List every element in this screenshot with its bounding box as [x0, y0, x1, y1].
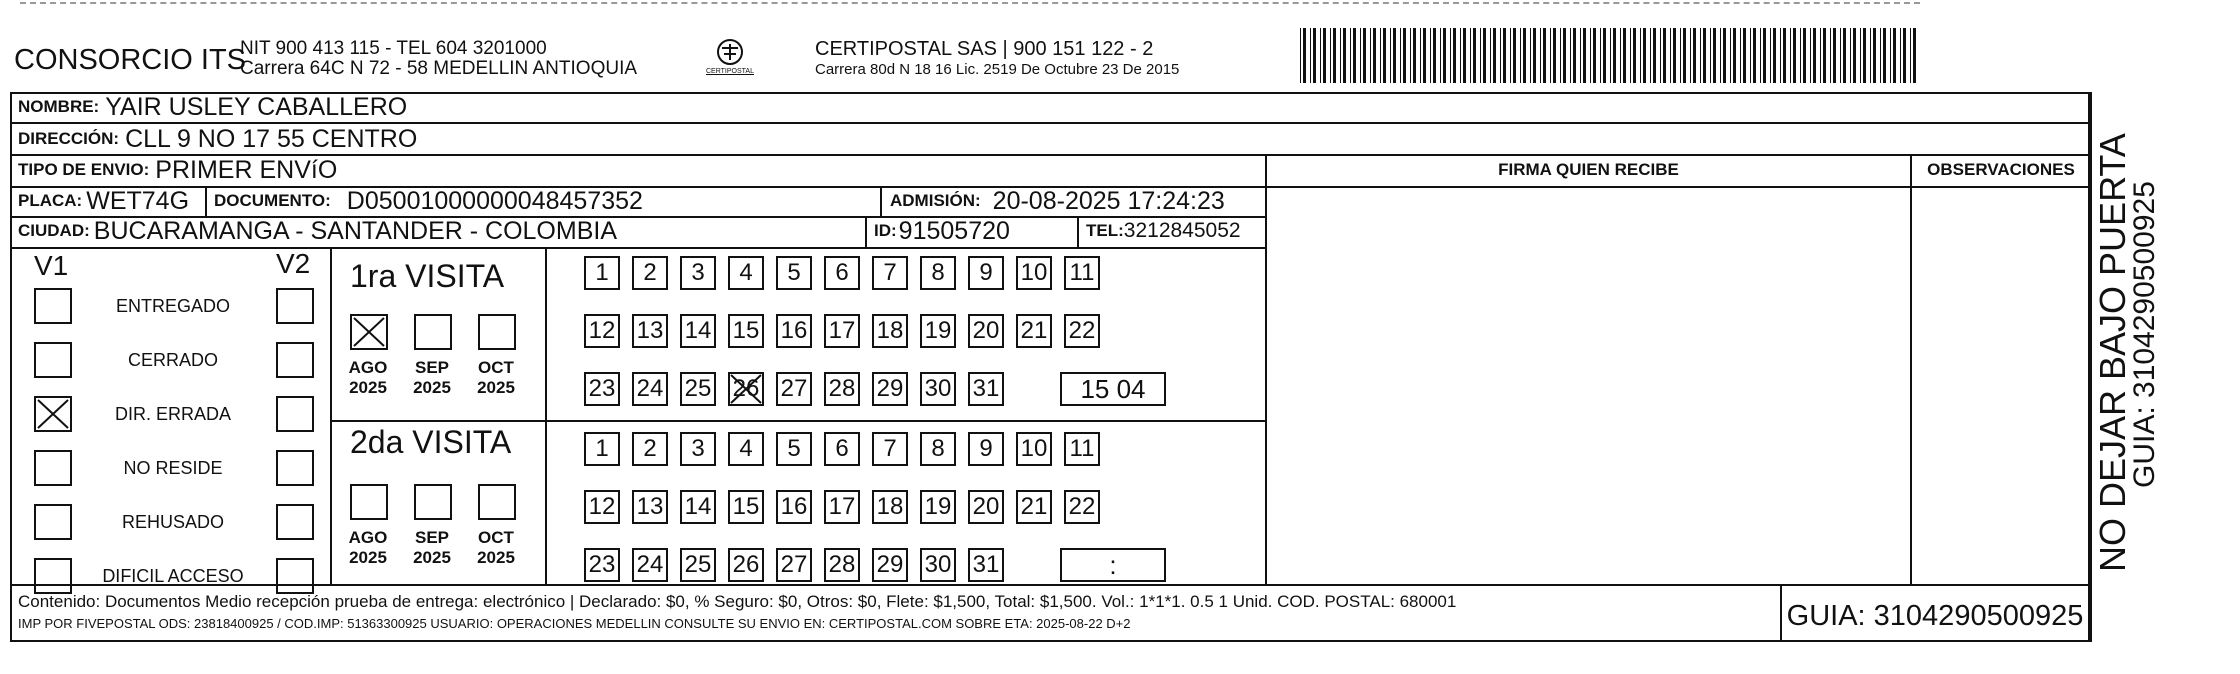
barcode-bar — [1380, 28, 1381, 83]
barcode-bar — [1870, 28, 1871, 83]
admision-cell — [884, 186, 1264, 216]
month-name: OCT — [478, 358, 514, 377]
barcode-bar — [1590, 28, 1591, 83]
firma-header: FIRMA QUIEN RECIBE — [1498, 160, 1679, 179]
barcode-bar — [1340, 28, 1341, 83]
tipo-row — [12, 155, 337, 185]
v2-checkbox[interactable] — [276, 288, 314, 324]
day-box-19[interactable]: 19 — [920, 490, 956, 524]
barcode-bar — [1863, 28, 1866, 83]
barcode-bar — [1510, 28, 1511, 83]
barcode-bar — [1360, 28, 1361, 83]
v2-checkbox[interactable] — [276, 504, 314, 540]
time-box[interactable]: 15 04 — [1060, 372, 1166, 406]
documento-cell — [208, 186, 868, 216]
barcode-bar — [1303, 28, 1306, 83]
barcode-bar — [1393, 28, 1396, 83]
barcode-bar — [1723, 28, 1726, 83]
admision-label: ADMISIÓN: — [890, 191, 981, 210]
day-box-3[interactable]: 3 — [680, 432, 716, 466]
month-year: 2025 — [349, 378, 387, 397]
day-box-1[interactable]: 1 — [584, 432, 620, 466]
barcode-bar — [1810, 28, 1811, 83]
direccion-row — [12, 124, 417, 154]
barcode-bar — [1773, 28, 1776, 83]
barcode-bar — [1413, 28, 1416, 83]
barcode-bar — [1860, 28, 1861, 83]
barcode-bar — [1500, 28, 1501, 83]
day-box-15[interactable]: 15 — [728, 490, 764, 524]
barcode-bar — [1753, 28, 1756, 83]
ciudad-label: CIUDAD: — [18, 221, 90, 240]
barcode-bar — [1710, 28, 1711, 83]
company-address: Carrera 64C N 72 - 58 MEDELLIN ANTIOQUIA — [240, 58, 638, 79]
barcode-bar — [1633, 28, 1636, 83]
company-name: CONSORCIO ITS — [14, 44, 247, 76]
barcode-bar — [1790, 28, 1791, 83]
day-box-11[interactable]: 11 — [1064, 256, 1100, 290]
barcode-bar — [1893, 28, 1896, 83]
id-value: 91505720 — [898, 216, 1010, 245]
footer-content-line: Contenido: Documentos Medio recepción prueba de entrega: electrónico | Declarado: $0, % Seguro: $0, Otros: $0, Flete: $1,500, Total: $1,500. Vol.: 1*1*1. 0.5 1 Unid. COD. POSTAL: 680001 — [18, 592, 1457, 611]
barcode-bar — [1713, 28, 1716, 83]
top-cut-line — [20, 2, 1920, 4]
barcode-bar — [1623, 28, 1626, 83]
barcode-bar — [1813, 28, 1816, 83]
barcode-bar — [1700, 28, 1701, 83]
day-box-31[interactable]: 31 — [968, 548, 1004, 582]
v1-checkbox[interactable] — [34, 342, 72, 378]
barcode-bar — [1873, 28, 1876, 83]
day-box-16[interactable]: 16 — [776, 314, 812, 348]
day-box-27[interactable]: 27 — [776, 372, 812, 406]
month-checkbox[interactable] — [350, 484, 388, 520]
month-checkbox[interactable] — [478, 314, 516, 350]
tipo-value: PRIMER ENVíO — [155, 155, 338, 184]
barcode-bar — [1403, 28, 1406, 83]
documento-label: DOCUMENTO: — [214, 191, 331, 210]
v1-checkbox[interactable] — [34, 396, 72, 432]
barcode — [1300, 28, 1930, 83]
v1-checkbox[interactable] — [34, 504, 72, 540]
day-box-1[interactable]: 1 — [584, 256, 620, 290]
barcode-bar — [1880, 28, 1881, 83]
day-box-4[interactable]: 4 — [728, 256, 764, 290]
day-box-24[interactable]: 24 — [632, 548, 668, 582]
barcode-bar — [1800, 28, 1801, 83]
day-box-7[interactable]: 7 — [872, 256, 908, 290]
day-box-9[interactable]: 9 — [968, 256, 1004, 290]
status-label: ENTREGADO — [115, 296, 230, 316]
v1-header: V1 — [34, 250, 69, 281]
tel-label: TEL: — [1086, 221, 1124, 240]
day-box-29[interactable]: 29 — [872, 372, 908, 406]
ciudad-cell — [12, 216, 862, 246]
placa-value: WET74G — [86, 186, 190, 215]
barcode-bar — [1620, 28, 1621, 83]
barcode-bar — [1600, 28, 1601, 83]
day-box-14[interactable]: 14 — [680, 314, 716, 348]
barcode-bar — [1573, 28, 1576, 83]
barcode-bar — [1513, 28, 1516, 83]
day-box-28[interactable]: 28 — [824, 372, 860, 406]
day-box-31[interactable]: 31 — [968, 372, 1004, 406]
barcode-bar — [1550, 28, 1551, 83]
month-checkbox[interactable] — [414, 484, 452, 520]
day-box-11[interactable]: 11 — [1064, 432, 1100, 466]
barcode-bar — [1653, 28, 1656, 83]
barcode-bar — [1433, 28, 1436, 83]
day-box-13[interactable]: 13 — [632, 490, 668, 524]
barcode-bar — [1593, 28, 1596, 83]
day-box-26[interactable]: 26 — [728, 548, 764, 582]
day-box-7[interactable]: 7 — [872, 432, 908, 466]
day-box-2[interactable]: 2 — [632, 256, 668, 290]
barcode-bar — [1390, 28, 1391, 83]
barcode-bar — [1453, 28, 1456, 83]
day-box-18[interactable]: 18 — [872, 490, 908, 524]
v1-checkbox[interactable] — [34, 288, 72, 324]
day-box-12[interactable]: 12 — [584, 314, 620, 348]
month-name: OCT — [478, 528, 514, 547]
barcode-bar — [1353, 28, 1356, 83]
day-box-28[interactable]: 28 — [824, 548, 860, 582]
barcode-bar — [1900, 28, 1901, 83]
barcode-bar — [1420, 28, 1421, 83]
day-box-22[interactable]: 22 — [1064, 490, 1100, 524]
barcode-bar — [1320, 28, 1321, 83]
admision-value: 20-08-2025 17:24:23 — [992, 186, 1225, 215]
day-box-17[interactable]: 17 — [824, 490, 860, 524]
certipostal-line: CERTIPOSTAL SAS | 900 151 122 - 2 — [815, 38, 1154, 60]
barcode-bar — [1430, 28, 1431, 83]
barcode-bar — [1770, 28, 1771, 83]
barcode-bar — [1630, 28, 1631, 83]
status-label: NO RESIDE — [123, 458, 223, 478]
barcode-bar — [1833, 28, 1836, 83]
barcode-bar — [1740, 28, 1741, 83]
barcode-bar — [1670, 28, 1671, 83]
barcode-bar — [1903, 28, 1906, 83]
month-name: SEP — [414, 528, 450, 547]
barcode-bar — [1443, 28, 1446, 83]
id-cell — [868, 216, 1068, 246]
month-label — [466, 358, 526, 398]
day-box-9[interactable]: 9 — [968, 432, 1004, 466]
barcode-bar — [1610, 28, 1611, 83]
barcode-bar — [1843, 28, 1846, 83]
barcode-bar — [1730, 28, 1731, 83]
v2-header: V2 — [276, 248, 311, 279]
time-box[interactable]: : — [1060, 548, 1166, 582]
barcode-bar — [1883, 28, 1886, 83]
day-box-18[interactable]: 18 — [872, 314, 908, 348]
visit2-title: 2da VISITA — [350, 424, 512, 460]
barcode-bar — [1820, 28, 1821, 83]
day-box-21[interactable]: 21 — [1016, 314, 1052, 348]
barcode-bar — [1650, 28, 1651, 83]
month-checkbox[interactable] — [414, 314, 452, 350]
footer-guia: GUIA: 3104290500925 — [1786, 600, 2084, 632]
barcode-bar — [1823, 28, 1826, 83]
day-box-8[interactable]: 8 — [920, 432, 956, 466]
day-box-10[interactable]: 10 — [1016, 432, 1052, 466]
barcode-bar — [1783, 28, 1786, 83]
barcode-bar — [1850, 28, 1851, 83]
barcode-bar — [1310, 28, 1311, 83]
status-label: DIFICIL ACCESO — [102, 566, 244, 586]
barcode-bar — [1520, 28, 1521, 83]
barcode-bar — [1763, 28, 1766, 83]
month-year: 2025 — [477, 548, 515, 567]
day-box-25[interactable]: 25 — [680, 548, 716, 582]
day-box-20[interactable]: 20 — [968, 490, 1004, 524]
barcode-bar — [1490, 28, 1491, 83]
barcode-bar — [1460, 28, 1461, 83]
day-box-5[interactable]: 5 — [776, 256, 812, 290]
certipostal-address: Carrera 80d N 18 16 Lic. 2519 De Octubre 23 De 2015 — [815, 61, 1180, 78]
month-year: 2025 — [477, 378, 515, 397]
day-box-30[interactable]: 30 — [920, 548, 956, 582]
day-box-5[interactable]: 5 — [776, 432, 812, 466]
barcode-bar — [1913, 28, 1916, 83]
tel-value: 3212845052 — [1123, 219, 1241, 242]
barcode-bar — [1890, 28, 1891, 83]
v2-checkbox[interactable] — [276, 396, 314, 432]
barcode-bar — [1473, 28, 1476, 83]
nombre-label: NOMBRE: — [18, 97, 100, 116]
day-box-6[interactable]: 6 — [824, 256, 860, 290]
day-box-15[interactable]: 15 — [728, 314, 764, 348]
barcode-bar — [1410, 28, 1411, 83]
barcode-bar — [1493, 28, 1496, 83]
barcode-bar — [1333, 28, 1336, 83]
month-label — [402, 528, 462, 568]
barcode-bar — [1660, 28, 1661, 83]
day-box-16[interactable]: 16 — [776, 490, 812, 524]
day-box-3[interactable]: 3 — [680, 256, 716, 290]
nombre-row — [12, 92, 407, 122]
company-nit: NIT 900 413 115 - TEL 604 3201000 — [240, 38, 547, 59]
barcode-bar — [1803, 28, 1806, 83]
barcode-bar — [1300, 28, 1301, 83]
barcode-bar — [1680, 28, 1681, 83]
placa-label: PLACA: — [18, 191, 83, 210]
day-box-12[interactable]: 12 — [584, 490, 620, 524]
barcode-bar — [1330, 28, 1331, 83]
barcode-bar — [1480, 28, 1481, 83]
status-label: DIR. ERRADA — [114, 404, 231, 424]
direccion-value: CLL 9 NO 17 55 CENTRO — [125, 124, 418, 153]
barcode-bar — [1540, 28, 1541, 83]
day-box-25[interactable]: 25 — [680, 372, 716, 406]
day-box-24[interactable]: 24 — [632, 372, 668, 406]
day-box-10[interactable]: 10 — [1016, 256, 1052, 290]
day-box-17[interactable]: 17 — [824, 314, 860, 348]
day-box-30[interactable]: 30 — [920, 372, 956, 406]
barcode-bar — [1370, 28, 1371, 83]
barcode-bar — [1643, 28, 1646, 83]
barcode-bar — [1553, 28, 1556, 83]
barcode-bar — [1780, 28, 1781, 83]
status-label: CERRADO — [127, 350, 218, 370]
barcode-bar — [1400, 28, 1401, 83]
barcode-bar — [1733, 28, 1736, 83]
day-box-29[interactable]: 29 — [872, 548, 908, 582]
placa-cell — [12, 186, 212, 216]
month-checkbox[interactable] — [478, 484, 516, 520]
barcode-bar — [1560, 28, 1561, 83]
observaciones-header: OBSERVACIONES — [1927, 160, 2075, 179]
v2-checkbox[interactable] — [276, 450, 314, 486]
v2-checkbox[interactable] — [276, 558, 314, 594]
id-label: ID: — [874, 221, 897, 240]
day-box-22[interactable]: 22 — [1064, 314, 1100, 348]
barcode-bar — [1530, 28, 1531, 83]
barcode-bar — [1853, 28, 1856, 83]
barcode-bar — [1570, 28, 1571, 83]
month-name: SEP — [414, 358, 450, 377]
barcode-bar — [1363, 28, 1366, 83]
v1-checkbox[interactable] — [34, 558, 72, 594]
day-box-26[interactable]: 26 — [728, 372, 764, 406]
month-checkbox[interactable] — [350, 314, 388, 350]
month-name: AGO — [348, 528, 388, 547]
barcode-bar — [1450, 28, 1451, 83]
barcode-bar — [1463, 28, 1466, 83]
barcode-bar — [1703, 28, 1706, 83]
month-label — [466, 528, 526, 568]
visit1-title: 1ra VISITA — [350, 258, 505, 294]
side-warning: NO DEJAR BAJO PUERTA — [2092, 133, 2133, 572]
day-box-23[interactable]: 23 — [584, 372, 620, 406]
barcode-bar — [1503, 28, 1506, 83]
barcode-bar — [1470, 28, 1471, 83]
documento-value: D05001000000048457352 — [346, 186, 643, 215]
day-box-23[interactable]: 23 — [584, 548, 620, 582]
day-box-20[interactable]: 20 — [968, 314, 1004, 348]
barcode-bar — [1830, 28, 1831, 83]
month-label — [338, 358, 398, 398]
barcode-bar — [1673, 28, 1676, 83]
barcode-bar — [1793, 28, 1796, 83]
barcode-bar — [1440, 28, 1441, 83]
day-box-13[interactable]: 13 — [632, 314, 668, 348]
certipostal-logo: CERTIPOSTAL — [702, 36, 758, 84]
day-box-2[interactable]: 2 — [632, 432, 668, 466]
month-year: 2025 — [413, 378, 451, 397]
barcode-bar — [1373, 28, 1376, 83]
barcode-bar — [1750, 28, 1751, 83]
day-box-4[interactable]: 4 — [728, 432, 764, 466]
barcode-bar — [1543, 28, 1546, 83]
ciudad-value: BUCARAMANGA - SANTANDER - COLOMBIA — [93, 216, 617, 245]
day-box-6[interactable]: 6 — [824, 432, 860, 466]
tipo-label: TIPO DE ENVIO: — [18, 160, 150, 179]
barcode-bar — [1563, 28, 1566, 83]
barcode-bar — [1350, 28, 1351, 83]
barcode-bar — [1663, 28, 1666, 83]
nombre-value: YAIR USLEY CABALLERO — [105, 92, 408, 121]
barcode-bar — [1760, 28, 1761, 83]
tel-cell — [1080, 216, 1264, 246]
barcode-bar — [1840, 28, 1841, 83]
day-box-27[interactable]: 27 — [776, 548, 812, 582]
month-label — [402, 358, 462, 398]
barcode-bar — [1483, 28, 1486, 83]
barcode-bar — [1523, 28, 1526, 83]
direccion-label: DIRECCIÓN: — [18, 129, 120, 148]
day-box-14[interactable]: 14 — [680, 490, 716, 524]
barcode-bar — [1640, 28, 1641, 83]
barcode-bar — [1383, 28, 1386, 83]
barcode-bar — [1603, 28, 1606, 83]
day-box-19[interactable]: 19 — [920, 314, 956, 348]
barcode-bar — [1683, 28, 1686, 83]
barcode-bar — [1423, 28, 1426, 83]
barcode-bar — [1313, 28, 1316, 83]
barcode-bar — [1343, 28, 1346, 83]
barcode-bar — [1910, 28, 1911, 83]
v1-checkbox[interactable] — [34, 450, 72, 486]
barcode-bar — [1693, 28, 1696, 83]
barcode-bar — [1743, 28, 1746, 83]
month-label — [338, 528, 398, 568]
barcode-bar — [1533, 28, 1536, 83]
barcode-bar — [1583, 28, 1586, 83]
barcode-bar — [1580, 28, 1581, 83]
barcode-bar — [1323, 28, 1326, 83]
barcode-bar — [1613, 28, 1616, 83]
month-name: AGO — [348, 358, 388, 377]
month-year: 2025 — [413, 548, 451, 567]
barcode-bar — [1690, 28, 1691, 83]
day-box-8[interactable]: 8 — [920, 256, 956, 290]
side-guia: GUIA: 3104290500925 — [2128, 181, 2161, 488]
status-label: REHUSADO — [121, 512, 224, 532]
footer-imp-line: IMP POR FIVEPOSTAL ODS: 23818400925 / COD.IMP: 51363300925 USUARIO: OPERACIONES MEDELLIN CONSULTE SU ENVIO EN: CERTIPOSTAL.COM SOBRE ETA: 2025-08-22 D+2 — [18, 616, 1131, 631]
barcode-bar — [1720, 28, 1721, 83]
v2-checkbox[interactable] — [276, 342, 314, 378]
month-year: 2025 — [349, 548, 387, 567]
day-box-21[interactable]: 21 — [1016, 490, 1052, 524]
